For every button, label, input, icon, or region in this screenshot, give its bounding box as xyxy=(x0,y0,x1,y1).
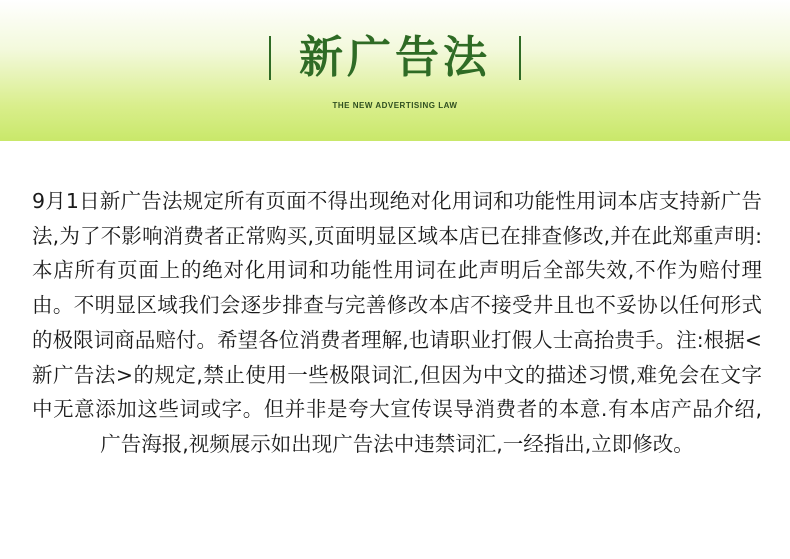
page-title: 新广告法 xyxy=(299,32,491,83)
header-banner xyxy=(0,0,790,141)
title-left-divider xyxy=(269,36,271,80)
notice-paragraph: 9月1日新广告法规定所有页面不得出现绝对化用词和功能性用词本店支持新广告法,为了不影响消费者正常购买,页面明显区域本店已在排查修改,并在此郑重声明:本店所有页面上的绝对化用词和功能性用词在此声明后全部失效,不作为赔付理由。不明显区域我们会逐步排查与完善修改本店不接受井且也不妥协以任何形式的极限词商品赔付。希望各位消费者理解,也请职业打假人士高抬贵手。注:根据<新广告法>的规定,禁止使用一些极限词汇,但因为中文的描述习惯,难免会在文字中无意添加这些词或字。但并非是夸大宣传误导消费者的本意.有本店产品介绍,广告海报,视频展示如出现广告法中违禁词汇,一经指出,立即修改。 xyxy=(32,189,762,456)
page-subtitle: THE NEW ADVERTISING LAW xyxy=(332,101,458,110)
title-row xyxy=(0,30,790,86)
title-right-divider xyxy=(519,36,521,80)
